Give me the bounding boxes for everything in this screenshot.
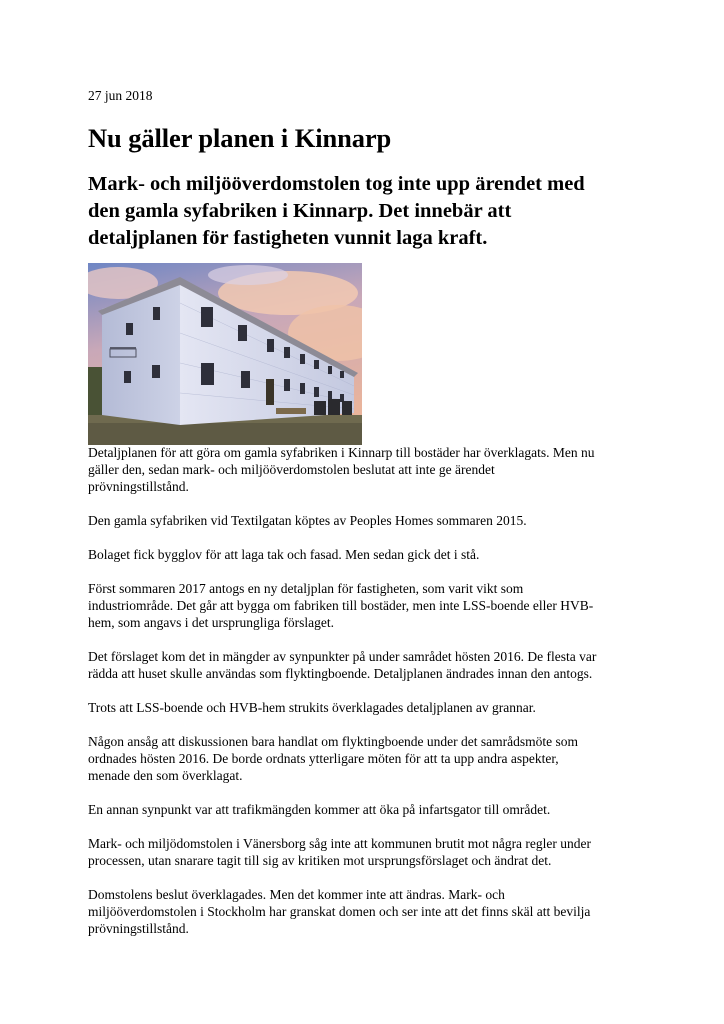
body-paragraph [88,444,648,495]
body-paragraph [88,580,648,631]
lead-line: detaljplanen för fastigheten vunnit laga kraft. [88,227,488,249]
body-paragraph [88,512,648,529]
body-line: ordnades hösten 2016. De borde ordnats ytterligare möten för att ta upp andra aspekter, [88,751,559,766]
article-photo [88,263,362,445]
body-line: Det förslaget kom det in mängder av synpunkter på under samrådet hösten 2016. De flesta var [88,649,597,664]
body-paragraph [88,801,648,818]
body-line: Detaljplanen för att göra om gamla syfabriken i Kinnarp till bostäder har överklagats. Men nu [88,445,595,460]
body-line: gäller den, sedan mark- och miljööverdomstolen beslutat att inte ge ärendet [88,462,495,477]
body-paragraph [88,835,648,869]
article-body [88,444,648,954]
body-line: processen, utan snarare tagit till sig av kritiken mot ursprungsförslaget och ändrat det. [88,853,552,868]
body-line: En annan synpunkt var att trafikmängden kommer att öka på infartsgator till området. [88,802,551,817]
body-paragraph [88,648,648,682]
body-line: Mark- och miljödomstolen i Vänersborg såg inte att kommunen brutit mot några regler under [88,836,592,851]
body-line: Domstolens beslut överklagades. Men det kommer inte att ändras. Mark- och [88,887,505,902]
body-line: rädda att huset skulle användas som flyktingboende. Detaljplanen ändrades innan den antogs. [88,666,593,681]
pallets [314,399,352,415]
body-paragraph [88,733,648,784]
lead-line: den gamla syfabriken i Kinnarp. Det innebär att [88,200,512,222]
body-line: Bolaget fick bygglov för att laga tak och fasad. Men sedan gick det i stå. [88,547,480,562]
article-lead [88,171,688,252]
body-line: prövningstillstånd. [88,921,189,936]
body-line: Först sommaren 2017 antogs en ny detaljplan för fastigheten, som varit vikt som [88,581,524,596]
trees [88,367,102,423]
body-line: prövningstillstånd. [88,479,189,494]
body-line: industriområde. Det går att bygga om fabriken till bostäder, men inte LSS-boende eller HVB- [88,598,594,613]
lead-line: Mark- och miljööverdomstolen tog inte upp ärendet med [88,173,585,195]
body-line: Den gamla syfabriken vid Textilgatan köptes av Peoples Homes sommaren 2015. [88,513,527,528]
body-line: Trots att LSS-boende och HVB-hem strukits överklagades detaljplanen av grannar. [88,700,536,715]
body-paragraph [88,886,648,937]
body-paragraph [88,546,648,563]
body-line: miljööverdomstolen i Stockholm har granskat domen och ser inte att det finns skäl att bevilja [88,904,591,919]
body-line: menade den som överklagat. [88,768,243,783]
body-paragraph [88,699,648,716]
body-line: Någon ansåg att diskussionen bara handlat om flyktingboende under det samrådsmöte som [88,734,579,749]
article-date: 27 jun 2018 [88,88,153,103]
article-title: Nu gäller planen i Kinnarp [88,123,392,153]
door [266,379,274,405]
body-line: hem, som angavs i det ursprungliga förslaget. [88,615,334,630]
